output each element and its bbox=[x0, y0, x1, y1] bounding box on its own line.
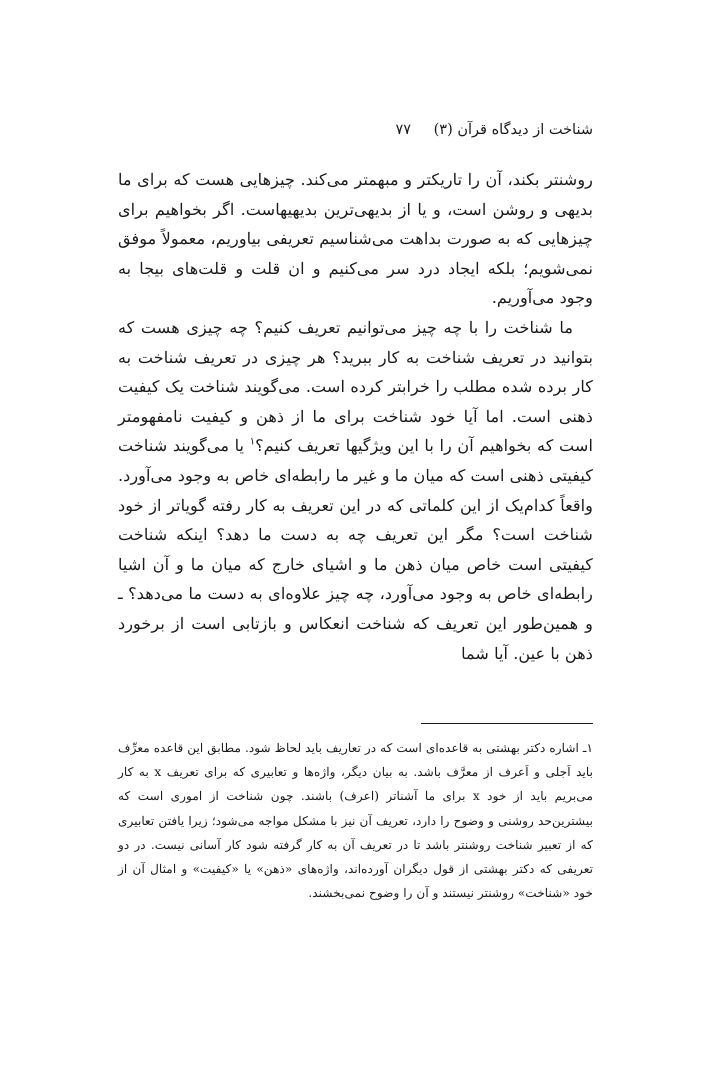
footnote-divider bbox=[421, 723, 593, 724]
paragraph-text: ما شناخت را با چه چیز می‌توانیم تعریف کنیم؟ چه چیزی هست که بتوانید در تعریف شناخت به کار ببرید؟ هر چیزی در تعریف شناخت به کار برده شده مطلب را خرابتر کرده است. می‌گویند شناخت یک کیفیت ذهنی است. اما آیا خود شناخت برای ما از ذهن و کیفیت نامفهومتر است که بخواهیم آن را با این ویژگیها تعریف کنیم؟ bbox=[118, 317, 593, 456]
footnote-marker[interactable]: ۱ bbox=[249, 436, 256, 448]
paragraph-continuation: یا می‌گویند شناخت کیفیتی ذهنی است که میان ما و غیر ما رابطه‌ای خاص به وجود می‌آورد. واقعاً کدام‌یک از این کلماتی که در این تعریف به کار رفته گویاتر از خود شناخت است؟ مگر این تعریف چه به دست ما دهد؟ اینکه شناخت کیفیتی است خاص میان ذهن ما و اشیای خارج که میان ما و آن اشیا رابطه‌ای خاص به وجود می‌آورد، چه چیز علاوه‌ای به دست ما می‌دهد؟ ـ و همین‌طور این تعریف که شناخت انعکاس و بازتابی است از برخورد ذهن با عین. آیا شما bbox=[118, 436, 593, 663]
footnote: ۱ـ اشاره دکتر بهشتی به قاعده‌ای است که در تعاریف باید لحاظ شود. مطابق این قاعده معرِّف باید اَجلی و اَعرف از معرَّف باشد. به بیان دیگر، واژه‌ها و تعابیری که برای تعریف x به کار می‌بریم باید از خود x برای ما آشناتر (اعرف) باشند. چون شناخت از اموری است که بیشترین‌حد روشنی و وضوح را دارد، تعریف آن نیز با مشکل مواجه می‌شود؛ زیرا یافتن تعابیری که از تعبیر شناخت روشنتر باشد تا در تعریف آن به کار گرفته شود کار آسانی نیست. در دو تعریفی که دکتر بهشتی از قول دیگران آورده‌اند، واژه‌های «ذهن» یا «کیفیت» و امثال آن از خود «شناخت» روشنتر نیستند و آن را وضوح نمی‌بخشند. bbox=[118, 741, 593, 901]
chapter-title: شناخت از دیدگاه قرآن (۳) bbox=[433, 122, 593, 138]
running-header bbox=[118, 118, 593, 142]
paragraph-with-footnote bbox=[118, 313, 593, 668]
page-number: ۷۷ bbox=[395, 122, 412, 138]
main-text bbox=[118, 165, 593, 668]
paragraph: روشنتر بکند، آن را تاریکتر و مبهمتر می‌کند. چیزهایی هست که برای ما بدیهی و روشن است، و یا از بدیهی‌ترین بدیهیهاست. اگر بخواهیم برای چیزهایی که به صورت بداهت می‌شناسیم تعریفی بیاوریم، معمولاً موفق نمی‌شویم؛ بلکه ایجاد درد سر می‌کنیم و ان قلت و قلت‌های بیجا به وجود می‌آوریم. bbox=[118, 170, 593, 308]
